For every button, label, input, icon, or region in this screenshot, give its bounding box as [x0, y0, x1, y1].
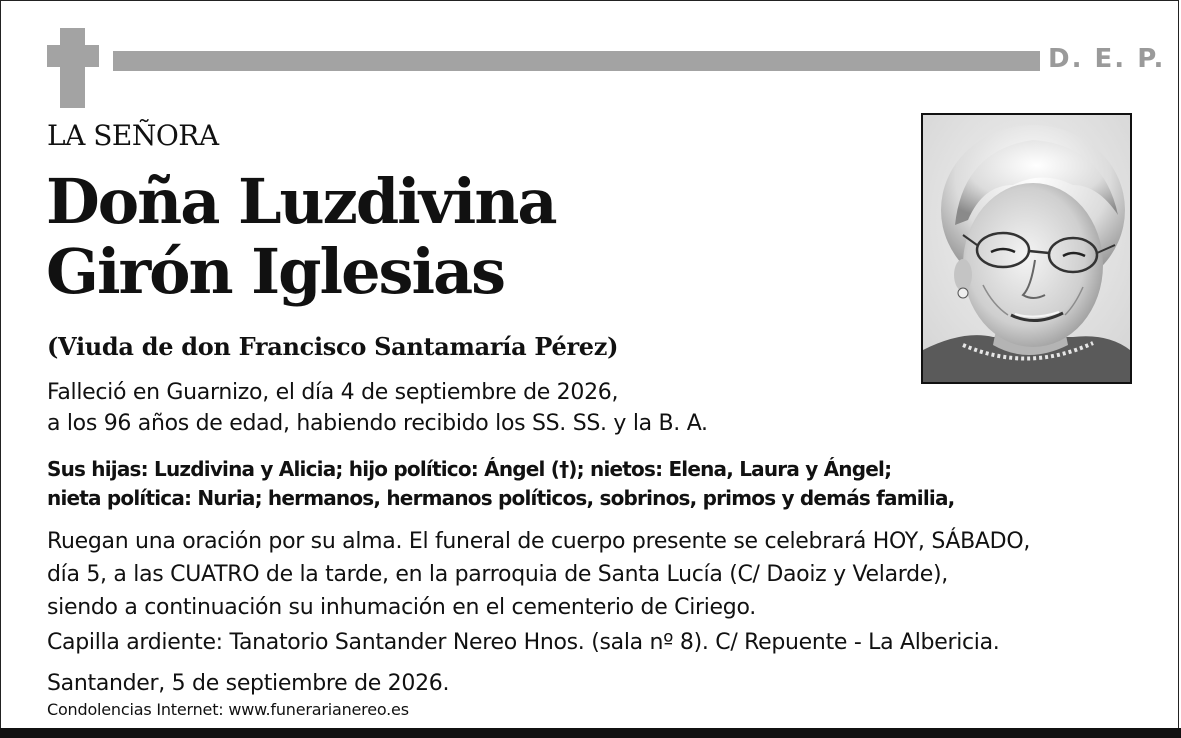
- portrait-photo: [921, 113, 1132, 384]
- funeral-paragraph: [47, 525, 1030, 624]
- death-line: Falleció en Guarnizo, el día 4 de septiembre de 2026,: [47, 380, 619, 405]
- portrait-illustration: [923, 115, 1130, 382]
- family-line: Sus hijas: Luzdivina y Alicia; hijo político: Ángel (†); nietos: Elena, Laura y Ángel;: [47, 457, 892, 481]
- widow-line: (Viuda de don Francisco Santamaría Pérez): [47, 332, 619, 361]
- header-rule: [113, 51, 1040, 71]
- dep-label: D. E. P.: [1048, 44, 1166, 74]
- funeral-line: siendo a continuación su inhumación en el cementerio de Ciriego.: [47, 595, 756, 620]
- title-label: LA SEÑORA: [47, 119, 219, 152]
- death-line: a los 96 años de edad, habiendo recibido los SS. SS. y la B. A.: [47, 411, 708, 436]
- website-line: Condolencias Internet: www.funerarianereo.es: [47, 700, 409, 719]
- name-line-2: Girón Iglesias: [46, 235, 505, 308]
- family-line: nieta política: Nuria; hermanos, hermanos políticos, sobrinos, primos y demás familia,: [47, 486, 955, 510]
- funeral-line: Ruegan una oración por su alma. El funeral de cuerpo presente se celebrará HOY, SÁBADO,: [47, 529, 1031, 554]
- deceased-name: [46, 167, 556, 307]
- place-date: Santander, 5 de septiembre de 2026.: [47, 671, 450, 696]
- death-paragraph: [47, 377, 708, 439]
- chapel-line: Capilla ardiente: Tanatorio Santander Nereo Hnos. (sala nº 8). C/ Repuente - La Albericia.: [47, 630, 1000, 655]
- name-line-1: Doña Luzdivina: [46, 165, 556, 238]
- family-paragraph: [47, 455, 954, 513]
- bottom-border: [0, 728, 1181, 738]
- funeral-line: día 5, a las CUATRO de la tarde, en la parroquia de Santa Lucía (C/ Daoiz y Velarde),: [47, 562, 948, 587]
